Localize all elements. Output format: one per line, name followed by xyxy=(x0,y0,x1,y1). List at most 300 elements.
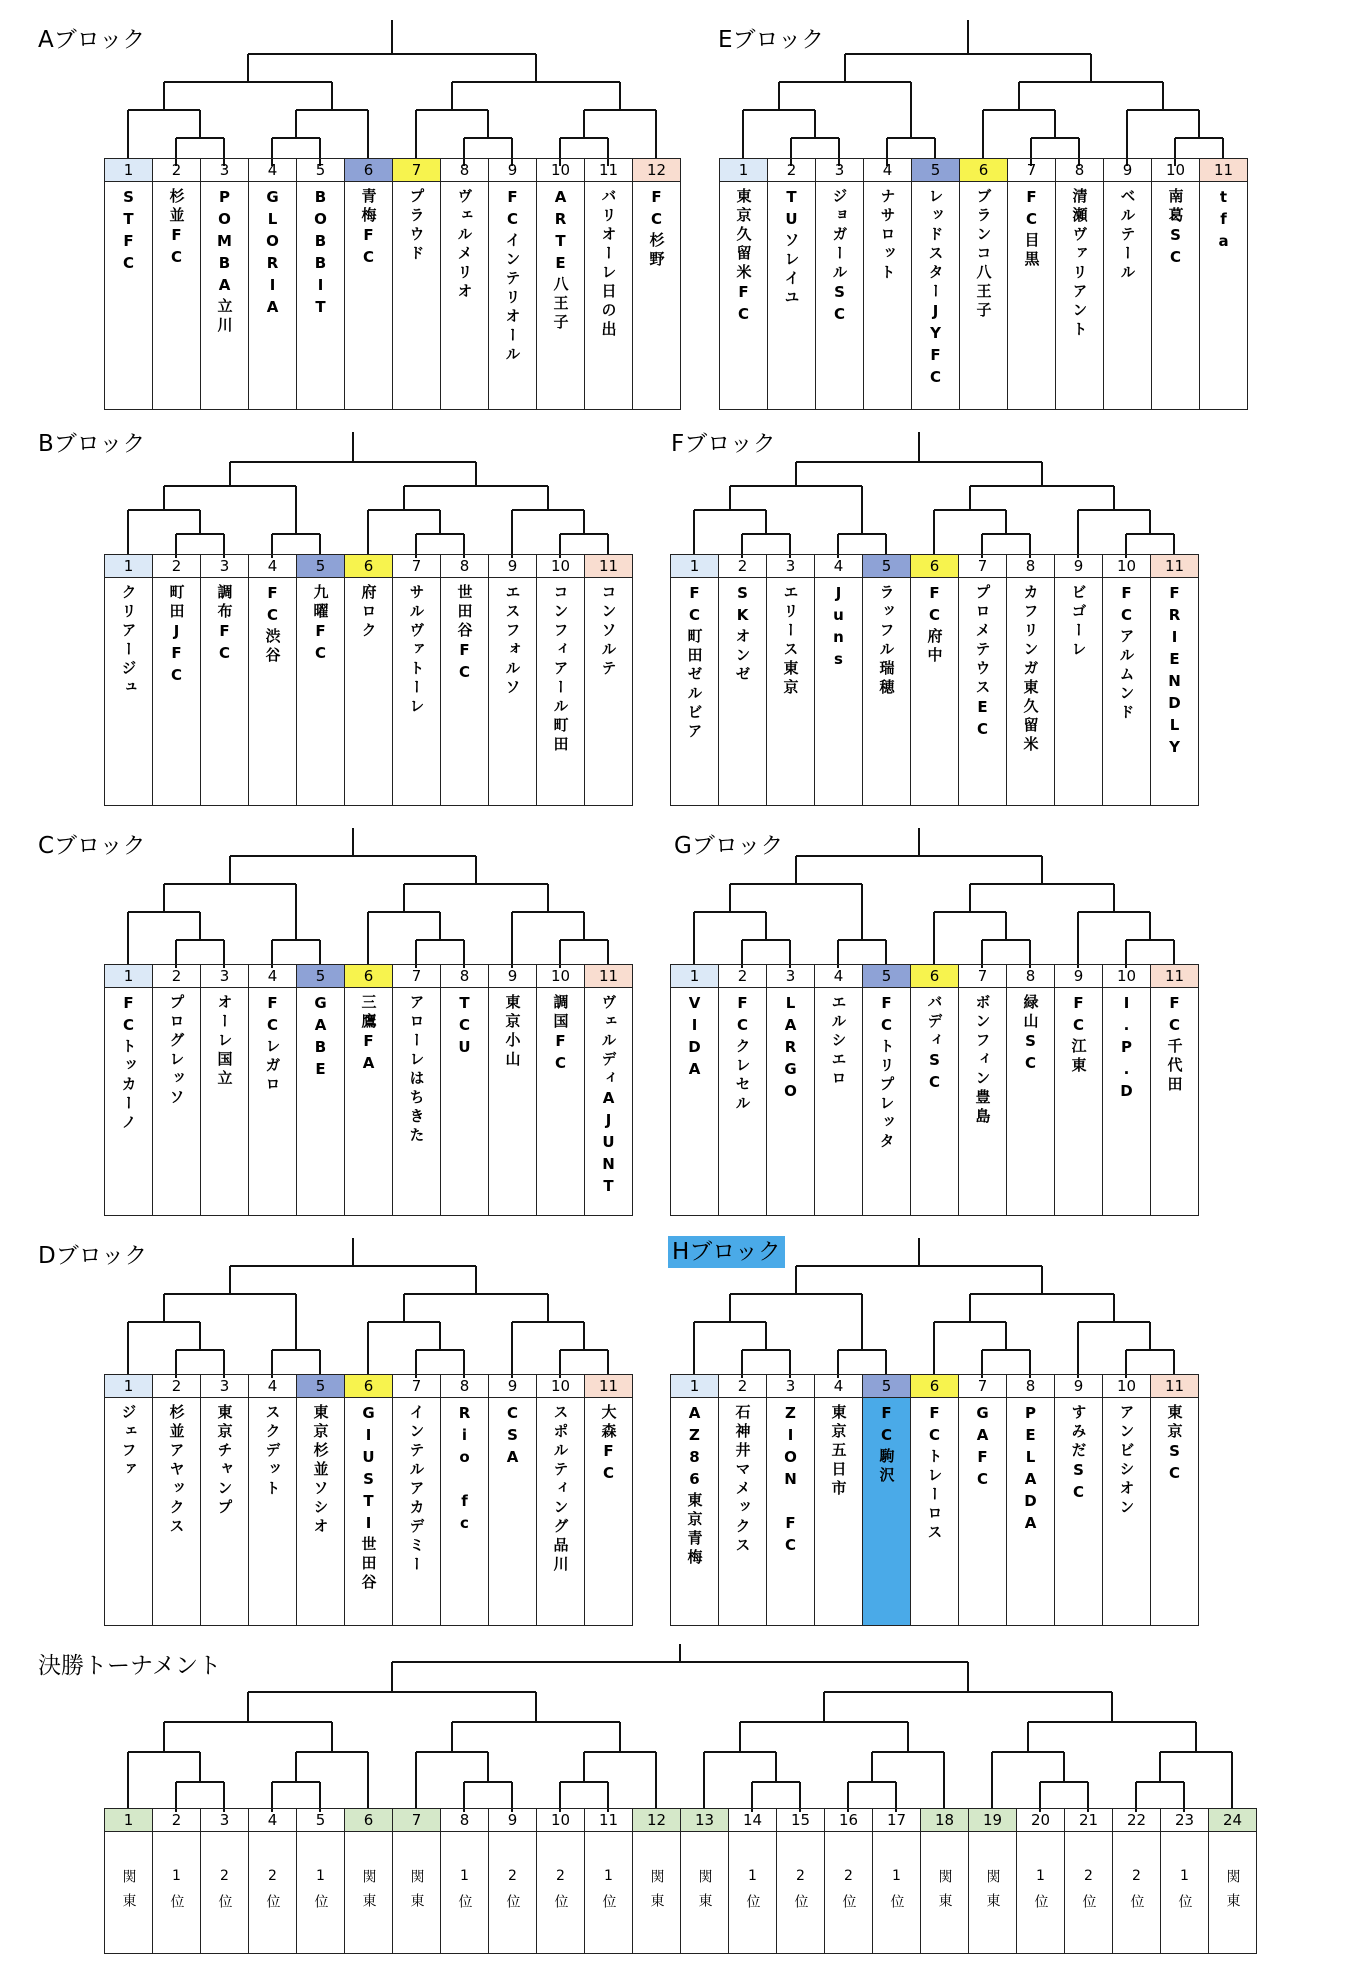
team-name: 青梅FC xyxy=(359,188,378,270)
team-name-cell xyxy=(153,578,200,805)
team-column xyxy=(864,159,912,409)
team-column xyxy=(911,965,959,1215)
seed-number: 2 xyxy=(153,965,200,988)
slot-label: 1位 xyxy=(456,1867,473,1918)
team-column xyxy=(345,159,393,409)
team-name-cell xyxy=(1151,1398,1198,1625)
team-column xyxy=(345,1375,393,1625)
team-column xyxy=(1008,159,1056,409)
team-column xyxy=(863,555,911,805)
team-name-cell xyxy=(345,988,392,1215)
slot-label: 1位 xyxy=(168,1867,185,1918)
slot-number: 3 xyxy=(201,1809,248,1832)
team-name-cell xyxy=(393,1398,440,1625)
seed-number: 11 xyxy=(585,555,632,578)
slot-number: 18 xyxy=(921,1809,968,1832)
team-column xyxy=(153,555,201,805)
team-name: GAFC xyxy=(973,1404,992,1492)
team-name: 東京小山 xyxy=(503,994,522,1070)
team-name-cell xyxy=(201,578,248,805)
slot-label: 2位 xyxy=(504,1867,521,1918)
bracket-lines xyxy=(104,432,644,558)
seed-number: 4 xyxy=(815,555,862,578)
team-column xyxy=(345,555,393,805)
slot-label: 2位 xyxy=(1128,1867,1145,1918)
slot-number: 7 xyxy=(393,1809,440,1832)
seed-number: 4 xyxy=(815,965,862,988)
block-title: Gブロック xyxy=(674,833,784,859)
team-column xyxy=(815,965,863,1215)
team-name: 調布FC xyxy=(215,584,234,666)
team-column xyxy=(201,555,249,805)
team-name: FC千代田 xyxy=(1165,994,1184,1095)
team-name-cell xyxy=(1007,1398,1054,1625)
team-table xyxy=(104,964,633,1216)
seed-number: 2 xyxy=(153,1375,200,1398)
team-name: ナサロット xyxy=(878,188,897,283)
seed-number: 3 xyxy=(767,555,814,578)
slot-label-cell xyxy=(489,1832,536,1953)
team-name: エスフォルソ xyxy=(503,584,522,698)
seed-number: 5 xyxy=(297,555,344,578)
final-slot xyxy=(1209,1809,1257,1953)
final-slot xyxy=(729,1809,777,1953)
team-name-cell xyxy=(912,182,959,409)
team-name-cell xyxy=(345,578,392,805)
team-name-cell xyxy=(1151,988,1198,1215)
team-name-cell xyxy=(815,1398,862,1625)
team-column xyxy=(585,555,633,805)
seed-number: 8 xyxy=(441,159,488,182)
slot-label: 関東 xyxy=(984,1868,1001,1917)
team-column xyxy=(1200,159,1248,409)
team-name: FRIENDLY xyxy=(1165,584,1184,760)
slot-label-cell xyxy=(729,1832,776,1953)
team-name-cell xyxy=(297,182,344,409)
team-name: FC杉野 xyxy=(647,188,666,270)
team-name: ブランコ八王子 xyxy=(974,188,993,321)
team-name-cell xyxy=(105,182,152,409)
team-column xyxy=(153,1375,201,1625)
bracket-lines xyxy=(719,20,1259,166)
seed-number: 2 xyxy=(153,555,200,578)
slot-label: 2位 xyxy=(840,1867,857,1918)
team-name: 杉並アヤックス xyxy=(167,1404,186,1537)
team-name-cell xyxy=(671,1398,718,1625)
slot-label-cell xyxy=(585,1832,632,1953)
team-name: 緑山SC xyxy=(1021,994,1040,1076)
seed-number: 2 xyxy=(719,965,766,988)
team-column xyxy=(1151,555,1199,805)
slot-number: 23 xyxy=(1161,1809,1208,1832)
team-name-cell xyxy=(815,578,862,805)
final-slot xyxy=(441,1809,489,1953)
block-title: Hブロック xyxy=(668,1236,785,1268)
seed-number: 4 xyxy=(249,555,296,578)
team-name-cell xyxy=(719,988,766,1215)
slot-label-cell xyxy=(537,1832,584,1953)
team-name: バリオーレ日の出 xyxy=(599,188,618,340)
final-slot xyxy=(201,1809,249,1953)
slot-label-cell xyxy=(825,1832,872,1953)
block-title: Cブロック xyxy=(38,833,146,859)
team-column xyxy=(105,159,153,409)
team-column xyxy=(816,159,864,409)
seed-number: 7 xyxy=(393,555,440,578)
team-name: FC府中 xyxy=(925,584,944,666)
team-name-cell xyxy=(911,578,958,805)
team-column xyxy=(815,1375,863,1625)
final-slot xyxy=(393,1809,441,1953)
seed-number: 3 xyxy=(767,965,814,988)
seed-number: 8 xyxy=(441,1375,488,1398)
team-column xyxy=(960,159,1008,409)
team-name: ベルテール xyxy=(1118,188,1137,283)
seed-number: 12 xyxy=(633,159,680,182)
slot-number: 10 xyxy=(537,1809,584,1832)
slot-label-cell xyxy=(153,1832,200,1953)
team-name-cell xyxy=(585,1398,632,1625)
seed-number: 3 xyxy=(201,965,248,988)
team-name: STFC xyxy=(119,188,138,276)
slot-label-cell xyxy=(873,1832,920,1953)
seed-number: 7 xyxy=(1008,159,1055,182)
team-name-cell xyxy=(249,182,296,409)
team-name-cell xyxy=(105,1398,152,1625)
seed-number: 10 xyxy=(1103,555,1150,578)
team-column xyxy=(959,1375,1007,1625)
seed-number: 9 xyxy=(489,555,536,578)
seed-number: 7 xyxy=(959,555,1006,578)
team-name: プロメテウスEC xyxy=(973,584,992,742)
slot-number: 16 xyxy=(825,1809,872,1832)
slot-number: 19 xyxy=(969,1809,1016,1832)
final-slot xyxy=(1065,1809,1113,1953)
seed-number: 4 xyxy=(815,1375,862,1398)
team-name: 東京SC xyxy=(1165,1404,1184,1486)
team-column xyxy=(105,555,153,805)
slot-label-cell xyxy=(777,1832,824,1953)
slot-label-cell xyxy=(681,1832,728,1953)
team-column xyxy=(249,1375,297,1625)
team-name: 石神井マメックス xyxy=(733,1404,752,1556)
team-name-cell xyxy=(201,182,248,409)
team-name: GIUSTI世田谷 xyxy=(359,1404,378,1593)
seed-number: 5 xyxy=(863,1375,910,1398)
team-name: FCレガロ xyxy=(263,994,282,1095)
team-name-cell xyxy=(1008,182,1055,409)
team-column xyxy=(393,555,441,805)
seed-number: 3 xyxy=(767,1375,814,1398)
team-name-cell xyxy=(816,182,863,409)
team-name-cell xyxy=(911,988,958,1215)
seed-number: 1 xyxy=(105,159,152,182)
team-name-cell xyxy=(1152,182,1199,409)
team-column xyxy=(1055,555,1103,805)
team-name: SKオンゼ xyxy=(733,584,752,685)
team-name-cell xyxy=(153,182,200,409)
seed-number: 9 xyxy=(489,159,536,182)
team-name: ZION FC xyxy=(781,1404,800,1558)
team-name-cell xyxy=(671,578,718,805)
team-name: レッドスターJYFC xyxy=(926,188,945,390)
team-name-cell xyxy=(671,988,718,1215)
team-name: ジョガールSC xyxy=(830,188,849,327)
final-slot xyxy=(345,1809,393,1953)
team-name-cell xyxy=(911,1398,958,1625)
final-slot xyxy=(825,1809,873,1953)
team-name-cell xyxy=(1007,988,1054,1215)
team-name-cell xyxy=(719,1398,766,1625)
seed-number: 6 xyxy=(911,555,958,578)
seed-number: 8 xyxy=(1056,159,1103,182)
team-name-cell xyxy=(585,988,632,1215)
slot-number: 5 xyxy=(297,1809,344,1832)
team-name: カフリンガ東久留米 xyxy=(1021,584,1040,755)
team-name-cell xyxy=(960,182,1007,409)
seed-number: 4 xyxy=(864,159,911,182)
slot-label: 2位 xyxy=(552,1867,569,1918)
slot-number: 11 xyxy=(585,1809,632,1832)
team-name-cell xyxy=(863,578,910,805)
seed-number: 2 xyxy=(719,1375,766,1398)
team-column xyxy=(393,159,441,409)
seed-number: 3 xyxy=(201,159,248,182)
team-table xyxy=(670,964,1199,1216)
slot-label-cell xyxy=(201,1832,248,1953)
slot-number: 15 xyxy=(777,1809,824,1832)
seed-number: 8 xyxy=(441,555,488,578)
final-slot xyxy=(105,1809,153,1953)
team-name: TUソレイユ xyxy=(782,188,801,308)
final-slot xyxy=(1161,1809,1209,1953)
team-name-cell xyxy=(105,988,152,1215)
team-name-cell xyxy=(201,1398,248,1625)
seed-number: 3 xyxy=(201,1375,248,1398)
team-column xyxy=(1055,965,1103,1215)
team-name-cell xyxy=(1151,578,1198,805)
seed-number: 5 xyxy=(297,1375,344,1398)
seed-number: 8 xyxy=(441,965,488,988)
seed-number: 6 xyxy=(345,965,392,988)
team-name-cell xyxy=(441,578,488,805)
seed-number: 9 xyxy=(489,965,536,988)
block-title: Aブロック xyxy=(38,27,146,53)
seed-number: 11 xyxy=(1151,1375,1198,1398)
team-column xyxy=(1007,555,1055,805)
seed-number: 6 xyxy=(345,159,392,182)
team-name: ボンフィン豊島 xyxy=(973,994,992,1127)
team-name: FCクレセル xyxy=(733,994,752,1114)
team-name: CSA xyxy=(503,1404,522,1470)
seed-number: 10 xyxy=(537,1375,584,1398)
team-name: VIDA xyxy=(685,994,704,1082)
slot-label: 2位 xyxy=(1080,1867,1097,1918)
team-column xyxy=(585,1375,633,1625)
final-slot xyxy=(249,1809,297,1953)
bracket-lines xyxy=(670,1238,1210,1378)
team-column xyxy=(1055,1375,1103,1625)
slot-label: 関東 xyxy=(648,1868,665,1917)
team-column xyxy=(768,159,816,409)
seed-number: 5 xyxy=(297,965,344,988)
team-name-cell xyxy=(959,1398,1006,1625)
seed-number: 5 xyxy=(912,159,959,182)
block-title: Dブロック xyxy=(38,1243,148,1269)
team-column xyxy=(201,159,249,409)
final-table xyxy=(104,1808,1257,1954)
team-name-cell xyxy=(1055,578,1102,805)
slot-number: 12 xyxy=(633,1809,680,1832)
slot-label: 関東 xyxy=(120,1868,137,1917)
seed-number: 8 xyxy=(1007,965,1054,988)
team-column xyxy=(489,1375,537,1625)
slot-label: 2位 xyxy=(264,1867,281,1918)
team-name: I.P.D xyxy=(1117,994,1136,1104)
seed-number: 7 xyxy=(393,1375,440,1398)
team-name: FCアルムンド xyxy=(1117,584,1136,723)
final-slot xyxy=(777,1809,825,1953)
team-column xyxy=(1104,159,1152,409)
team-name: FC渋谷 xyxy=(263,584,282,666)
team-column xyxy=(489,159,537,409)
team-name-cell xyxy=(297,578,344,805)
seed-number: 10 xyxy=(1103,965,1150,988)
seed-number: 1 xyxy=(671,965,718,988)
slot-label: 1位 xyxy=(744,1867,761,1918)
team-column xyxy=(767,965,815,1215)
seed-number: 7 xyxy=(393,159,440,182)
team-name: 東京五日市 xyxy=(829,1404,848,1499)
team-column xyxy=(1103,1375,1151,1625)
team-name: FCインテリオール xyxy=(503,188,522,365)
team-name-cell xyxy=(767,578,814,805)
team-name-cell xyxy=(489,988,536,1215)
team-name: TCU xyxy=(455,994,474,1060)
team-name: tfa xyxy=(1214,188,1233,254)
team-column xyxy=(105,1375,153,1625)
seed-number: 8 xyxy=(1007,1375,1054,1398)
team-column xyxy=(767,1375,815,1625)
team-name: 東京チャンプ xyxy=(215,1404,234,1518)
final-slot xyxy=(633,1809,681,1953)
team-column xyxy=(959,555,1007,805)
team-name-cell xyxy=(1103,988,1150,1215)
team-name: Rio fc xyxy=(455,1404,474,1536)
team-name-cell xyxy=(1055,1398,1102,1625)
team-column xyxy=(1007,965,1055,1215)
slot-label: 関東 xyxy=(1224,1868,1241,1917)
team-column xyxy=(1103,965,1151,1215)
slot-label: 1位 xyxy=(1032,1867,1049,1918)
slot-number: 4 xyxy=(249,1809,296,1832)
block-title: Eブロック xyxy=(718,27,825,53)
team-column xyxy=(1152,159,1200,409)
team-name: PELADA xyxy=(1021,1404,1040,1536)
slot-label-cell xyxy=(633,1832,680,1953)
seed-number: 6 xyxy=(345,555,392,578)
team-name-cell xyxy=(105,578,152,805)
seed-number: 1 xyxy=(671,1375,718,1398)
team-name-cell xyxy=(489,1398,536,1625)
team-name-cell xyxy=(393,182,440,409)
slot-label: 関東 xyxy=(360,1868,377,1917)
slot-label-cell xyxy=(105,1832,152,1953)
slot-label-cell xyxy=(297,1832,344,1953)
team-name-cell xyxy=(393,988,440,1215)
seed-number: 11 xyxy=(1200,159,1247,182)
final-title: 決勝トーナメント xyxy=(38,1653,222,1679)
team-table xyxy=(104,554,633,806)
team-name: アンビシオン xyxy=(1117,1404,1136,1518)
slot-label: 1位 xyxy=(888,1867,905,1918)
team-name: FC江東 xyxy=(1069,994,1088,1076)
team-name: エリース東京 xyxy=(781,584,800,698)
team-column xyxy=(585,159,633,409)
team-name: ヴェルメリオ xyxy=(455,188,474,302)
team-name-cell xyxy=(249,988,296,1215)
team-name-cell xyxy=(585,182,632,409)
seed-number: 9 xyxy=(489,1375,536,1398)
slot-label-cell xyxy=(345,1832,392,1953)
slot-label-cell xyxy=(393,1832,440,1953)
team-name: 九曜FC xyxy=(311,584,330,666)
team-name: サルヴァトーレ xyxy=(407,584,426,717)
seed-number: 11 xyxy=(585,1375,632,1398)
seed-number: 2 xyxy=(719,555,766,578)
team-column xyxy=(1007,1375,1055,1625)
team-name-cell xyxy=(441,1398,488,1625)
team-column xyxy=(537,555,585,805)
team-name: スクデット xyxy=(263,1404,282,1499)
final-slot xyxy=(297,1809,345,1953)
team-name: 清瀬ヴァリアント xyxy=(1070,188,1089,340)
team-name: LARGO xyxy=(781,994,800,1104)
team-name-cell xyxy=(393,578,440,805)
team-name-cell xyxy=(297,1398,344,1625)
team-column xyxy=(863,965,911,1215)
team-name: プラウド xyxy=(407,188,426,264)
seed-number: 10 xyxy=(537,965,584,988)
slot-number: 17 xyxy=(873,1809,920,1832)
team-column xyxy=(393,1375,441,1625)
team-column xyxy=(1056,159,1104,409)
final-slot xyxy=(537,1809,585,1953)
team-name: 町田JFC xyxy=(167,584,186,688)
team-column xyxy=(249,159,297,409)
seed-number: 6 xyxy=(960,159,1007,182)
slot-label-cell xyxy=(1065,1832,1112,1953)
slot-label-cell xyxy=(969,1832,1016,1953)
team-column xyxy=(201,965,249,1215)
team-name: AZ86東京青梅 xyxy=(685,1404,704,1568)
team-column xyxy=(767,555,815,805)
team-name-cell xyxy=(489,578,536,805)
team-name-cell xyxy=(249,1398,296,1625)
seed-number: 2 xyxy=(153,159,200,182)
slot-label-cell xyxy=(1113,1832,1160,1953)
team-name: クリアージュ xyxy=(119,584,138,698)
team-column xyxy=(441,159,489,409)
team-name-cell xyxy=(1103,578,1150,805)
seed-number: 11 xyxy=(585,965,632,988)
team-column xyxy=(441,1375,489,1625)
team-table xyxy=(670,554,1199,806)
team-table xyxy=(719,158,1248,410)
team-column xyxy=(719,555,767,805)
slot-label: 関東 xyxy=(408,1868,425,1917)
team-name-cell xyxy=(441,988,488,1215)
